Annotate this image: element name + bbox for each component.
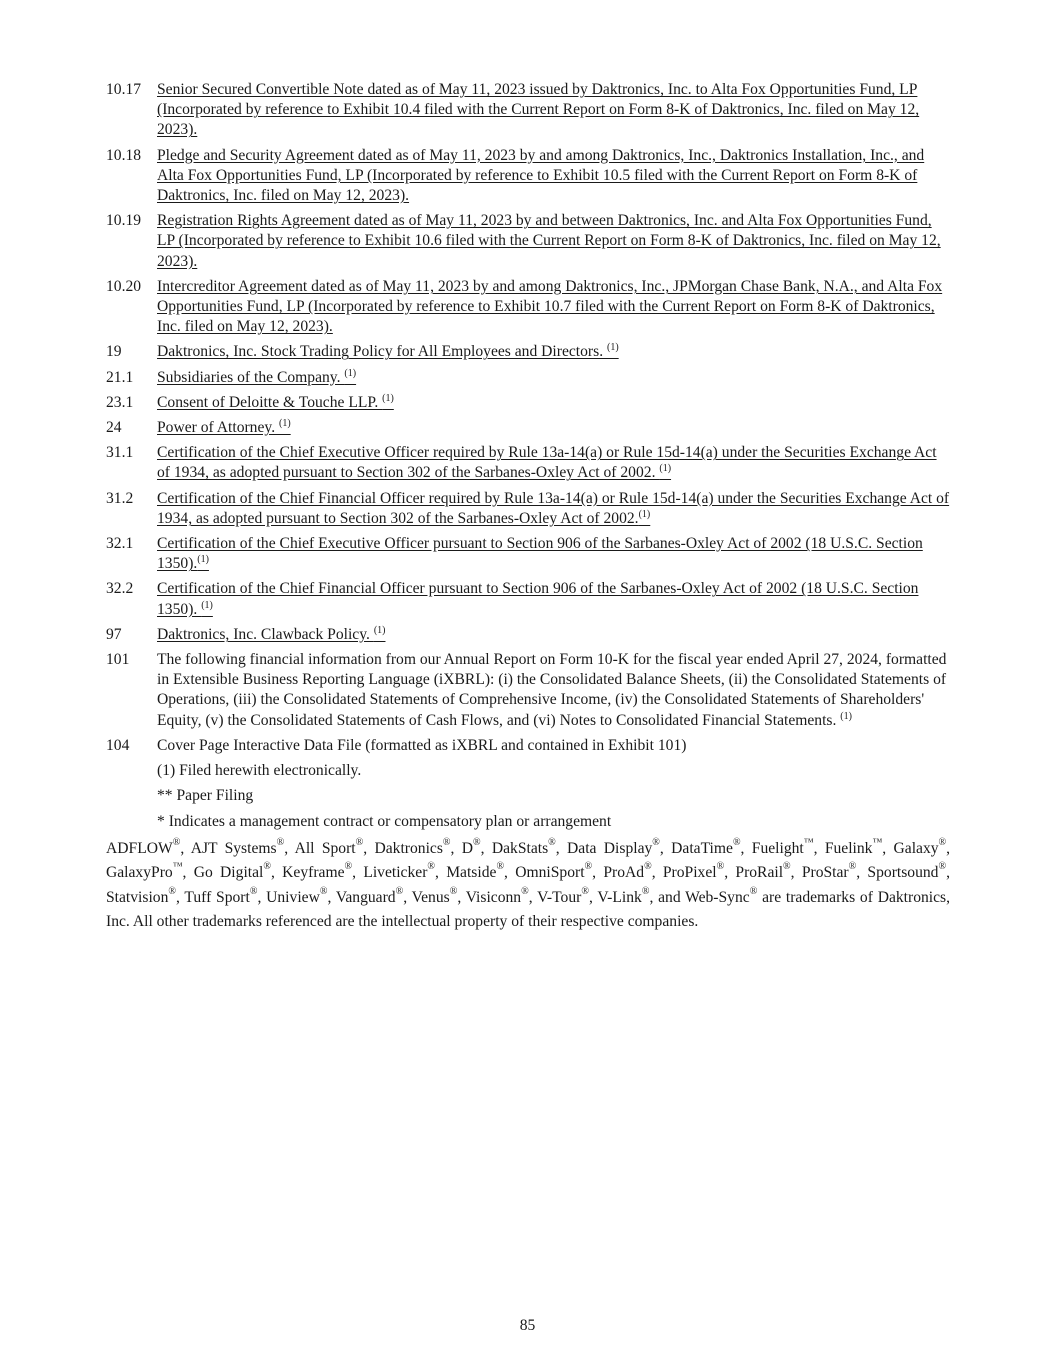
exhibit-row: [106, 418, 950, 438]
trademark-separator: ,: [504, 864, 516, 882]
exhibit-number: 31.2: [106, 489, 134, 507]
exhibit-description: [157, 368, 950, 388]
footnote-marker: (1): [382, 392, 394, 404]
exhibit-row: [106, 342, 950, 362]
trademark-separator: ,: [182, 864, 194, 882]
exhibit-row: [106, 80, 950, 141]
trademark-separator: ,: [257, 888, 267, 906]
trademark-separator: ,: [740, 839, 752, 857]
trademark-symbol: ®: [521, 885, 529, 897]
exhibit-number: 10.17: [106, 81, 142, 98]
trademark-name: Data Display: [567, 839, 653, 857]
trademark-symbol: ®: [263, 861, 271, 873]
trademark-symbol: ®: [319, 885, 328, 897]
footnote-marker: (1): [344, 367, 357, 379]
trademark-name: Fuelink: [824, 839, 873, 857]
exhibit-description: [157, 146, 950, 207]
footnote-marker: (1): [373, 624, 386, 636]
exhibit-description: [157, 393, 950, 413]
trademark-name: Sportsound: [867, 864, 939, 882]
exhibit-description: Cover Page Interactive Data File (formatted as iXBRL and contained in Exhibit 101): [157, 736, 687, 754]
trademark-name: ProStar: [801, 864, 849, 882]
exhibit-number: 97: [106, 625, 122, 643]
note-filed-electronically: (1) Filed herewith electronically.: [157, 762, 362, 780]
footnote-marker: (1): [607, 342, 619, 354]
exhibit-link[interactable]: [157, 626, 385, 643]
exhibit-description: [157, 625, 950, 645]
trademark-symbol: ®: [449, 885, 458, 897]
exhibit-link[interactable]: [157, 278, 942, 335]
exhibit-link[interactable]: [157, 81, 919, 138]
trademark-name: ProAd: [603, 864, 645, 882]
trademark-name: Fuelight: [751, 839, 804, 857]
exhibit-row: [106, 393, 950, 413]
trademark-name: Keyframe: [282, 864, 345, 882]
exhibit-number: 24: [106, 419, 122, 437]
trademark-symbol: ®: [644, 861, 652, 873]
trademark-name: Uniview: [266, 888, 320, 906]
trademark-symbol: ®: [548, 836, 556, 848]
trademark-symbol: ®: [584, 861, 593, 873]
trademark-separator: ,: [270, 864, 283, 882]
exhibit-link-text: Senior Secured Convertible Note dated as of May 11, 2023 issued by Daktronics, Inc. to Alta Fox Opportunities Fund, LP (Incorporated by reference to Exhibit 10.4 filed with the Current Report on Form 8-K of Daktronics, Inc. filed on May 12, 2023).: [157, 81, 920, 139]
trademark-separator: ,: [480, 839, 492, 857]
trademark-name: Go Digital: [193, 864, 264, 882]
exhibit-link[interactable]: [157, 490, 949, 527]
trademark-name: Visiconn: [465, 888, 522, 906]
exhibit-description: [157, 80, 950, 141]
exhibit-row: [106, 146, 950, 207]
trademark-separator: ,: [450, 839, 462, 857]
exhibit-link-text: Certification of the Chief Executive Officer pursuant to Section 906 of the Sarbanes-Oxley Act of 2002 (18 U.S.C. Section 1350).: [157, 535, 923, 573]
trademark-name: Galaxy: [893, 839, 939, 857]
trademark-separator: ,: [457, 888, 466, 906]
exhibit-link[interactable]: [157, 369, 356, 386]
trademark-symbol: ®: [344, 861, 353, 873]
trademark-name: ADFLOW: [106, 839, 173, 857]
exhibit-link[interactable]: [157, 419, 291, 436]
trademark-name: ProPixel: [662, 864, 717, 882]
trademark-symbol: ®: [581, 885, 589, 897]
trademark-name: V-Link: [597, 888, 642, 906]
exhibit-number: 21.1: [106, 368, 134, 386]
trademark-symbol: ®: [249, 885, 258, 897]
trademark-symbol: ®: [168, 885, 176, 897]
trademark-separator: ,: [856, 864, 868, 882]
exhibit-row-104: [106, 736, 950, 756]
trademark-separator: , and: [649, 888, 686, 906]
exhibit-row: [106, 625, 950, 645]
trademark-separator: ,: [352, 864, 364, 882]
exhibit-link[interactable]: [157, 580, 918, 617]
trademark-separator: ,: [882, 839, 894, 857]
exhibit-description: [157, 534, 950, 574]
footnote-marker: (1): [638, 508, 651, 520]
trademark-separator: ,: [946, 864, 950, 882]
trademark-separator: ,: [588, 888, 598, 906]
exhibit-link[interactable]: [157, 147, 924, 204]
trademark-separator: ,: [651, 864, 663, 882]
trademark-separator: ,: [363, 839, 375, 857]
exhibit-description: [157, 211, 950, 272]
trademark-symbol: ®: [395, 885, 404, 897]
trademark-name: V-Tour: [537, 888, 582, 906]
trademark-symbol: ®: [938, 836, 947, 848]
trademark-name: Venus: [411, 888, 450, 906]
trademark-name: D: [461, 839, 474, 857]
trademark-name: All Sport: [294, 839, 356, 857]
exhibit-link[interactable]: [157, 444, 937, 481]
exhibit-number: 10.20: [106, 277, 142, 295]
exhibit-link-text: Subsidiaries of the Company.: [157, 368, 345, 386]
trademark-separator: ,: [435, 864, 447, 882]
exhibit-number: 101: [106, 651, 130, 669]
exhibit-link[interactable]: [157, 212, 941, 269]
trademark-symbol: ®: [427, 861, 435, 873]
exhibit-link-text: Power of Attorney.: [157, 419, 279, 437]
exhibit-link-text: Daktronics, Inc. Clawback Policy.: [157, 625, 374, 643]
footnote-marker: (1): [201, 599, 213, 611]
exhibit-description: [157, 579, 950, 619]
trademark-symbol: ®: [355, 836, 364, 848]
trademark-name: AJT Systems: [190, 839, 277, 857]
exhibit-description: [157, 277, 950, 338]
exhibit-number: 32.1: [106, 535, 134, 553]
trademark-closing-text: are trademarks of Daktronics, Inc. All other trademarks referenced are the intellectual property of their respective companies.: [106, 888, 951, 931]
trademark-separator: ,: [946, 839, 951, 857]
trademark-symbol: ®: [276, 836, 285, 848]
exhibit-row-101: [106, 650, 950, 731]
exhibit-text: The following financial information from our Annual Report on Form 10-K for the fiscal year ended April 27, 2024, formatted in Extensible Business Reporting Language (iXBRL): (i) the Consolidated Balance Sheets, (ii) the Consolidated Statements of Operations, (iii) the Consolidated Statements of Comprehensive Income, (iv) the Consolidated Statements of Shareholders' Equity, (v) the Consolidated Statements of Cash Flows, and (vi) Notes to Consolidated Financial Statements.: [157, 651, 947, 729]
exhibit-number: 31.1: [106, 444, 134, 462]
trademark-name: Matside: [446, 864, 497, 882]
trademark-symbol: ®: [496, 861, 505, 873]
trademark-separator: ,: [403, 888, 412, 906]
trademark-name: DakStats: [491, 839, 549, 857]
trademark-name: Liveticker: [363, 864, 428, 882]
trademark-separator: ,: [528, 888, 538, 906]
trademark-symbol: ®: [938, 861, 947, 873]
exhibit-number: 23.1: [106, 393, 134, 411]
trademark-separator: ,: [327, 888, 336, 906]
exhibit-list: [106, 80, 950, 645]
footnote-marker: (1): [840, 710, 852, 722]
trademark-separator: ,: [284, 839, 295, 857]
footnote-marker: (1): [279, 418, 291, 430]
trademark-symbol: ®: [716, 861, 725, 873]
footnote-marker: (1): [197, 554, 209, 566]
trademark-symbol: ™: [172, 861, 183, 873]
exhibit-description: [157, 342, 950, 362]
exhibit-row: [106, 211, 950, 272]
trademark-symbol: ®: [732, 836, 741, 848]
exhibit-description: [157, 489, 950, 529]
trademark-symbol: ®: [172, 836, 181, 848]
exhibit-row: [106, 534, 950, 574]
trademark-separator: ,: [555, 839, 568, 857]
trademarks-paragraph: [106, 837, 950, 935]
exhibit-number: 19: [106, 343, 122, 361]
exhibit-link-text: Registration Rights Agreement dated as of May 11, 2023 by and between Daktronics, Inc. and Alta Fox Opportunities Fund, LP (Incorporated by reference to Exhibit 10.6 filed with the Current Report on Form 8-K of Daktronics, Inc. filed on May 12, 2023).: [157, 212, 941, 270]
exhibit-row: [106, 443, 950, 483]
trademark-separator: ,: [180, 839, 191, 857]
exhibit-number: 104: [106, 736, 130, 754]
exhibit-link-text: Certification of the Chief Financial Officer required by Rule 13a-14(a) or Rule 15d-14(a) under the Securities Exchange Act of 1934, as adopted pursuant to Section 302 of the Sarbanes-Oxley Act of 2002.: [157, 489, 950, 527]
exhibit-number: 32.2: [106, 580, 134, 598]
note-management-contract: * Indicates a management contract or compensatory plan or arrangement: [157, 812, 612, 830]
trademark-symbol: ®: [783, 861, 791, 873]
trademark-separator: ,: [724, 864, 736, 882]
trademark-name: DataTime: [671, 839, 733, 857]
trademark-name: Daktronics: [374, 839, 443, 857]
exhibit-link-text: Daktronics, Inc. Stock Trading Policy for All Employees and Directors.: [157, 343, 607, 361]
exhibit-row: [106, 368, 950, 388]
exhibit-description: [157, 443, 950, 483]
document-page: [106, 80, 950, 950]
trademark-separator: ,: [176, 888, 185, 906]
exhibit-description: [157, 418, 950, 438]
note-paper-filing: ** Paper Filing: [157, 787, 254, 805]
exhibit-link[interactable]: [157, 343, 619, 360]
trademark-symbol: ®: [652, 836, 660, 848]
trademark-separator: ,: [659, 839, 672, 857]
trademark-separator: ,: [790, 864, 802, 882]
trademark-symbol: ™: [872, 836, 883, 848]
trademark-symbol: ™: [803, 836, 814, 848]
exhibit-link-text: Pledge and Security Agreement dated as of May 11, 2023 by and among Daktronics, Inc., Daktronics Installation, Inc., and Alta Fox Opportunities Fund, LP (Incorporated by reference to Exhibit 10.5 filed with the Current Report on Form 8-K of Daktronics, Inc. filed on May 12, 2023).: [157, 146, 925, 205]
trademark-symbol: ®: [442, 836, 451, 848]
exhibit-link-text: Certification of the Chief Financial Officer pursuant to Section 906 of the Sarbanes-Oxley Act of 2002 (18 U.S.C. Section 1350).: [157, 580, 919, 618]
trademark-symbol: ®: [848, 861, 857, 873]
trademark-separator: ,: [813, 839, 825, 857]
trademark-symbol: ®: [473, 836, 481, 848]
trademark-name: Tuff Sport: [184, 888, 250, 906]
exhibit-row: [106, 277, 950, 338]
exhibit-number: 10.19: [106, 212, 142, 230]
trademark-separator: ,: [592, 864, 604, 882]
trademark-name: ProRail: [735, 864, 784, 882]
exhibit-link-text: Intercreditor Agreement dated as of May 11, 2023 by and among Daktronics, Inc., JPMorgan Chase Bank, N.A., and Alta Fox Opportunities Fund, LP (Incorporated by reference to Exhibit 10.7 filed with the Current Report on Form 8-K of Daktronics, Inc. filed on May 12, 2023).: [157, 277, 943, 336]
trademark-name: GalaxyPro: [106, 864, 173, 882]
trademark-symbol: ®: [641, 885, 650, 897]
trademark-name: OmniSport: [515, 864, 585, 882]
page-number: 85: [519, 1317, 536, 1334]
exhibit-link[interactable]: [157, 394, 394, 411]
trademark-name: Vanguard: [335, 888, 396, 906]
exhibit-link[interactable]: [157, 535, 923, 572]
exhibit-link-text: Certification of the Chief Executive Officer required by Rule 13a-14(a) or Rule 15d-14(a) under the Securities Exchange Act of 1934, as adopted pursuant to Section 302 of the Sarbanes-Oxley Act of 2002.: [157, 444, 937, 482]
exhibit-description: [157, 650, 950, 731]
footnote-marker: (1): [659, 463, 672, 475]
exhibit-row: [106, 489, 950, 529]
trademark-symbol: ®: [749, 885, 758, 897]
trademark-name: Web-Sync: [685, 888, 750, 906]
exhibit-row: [106, 579, 950, 619]
trademark-name: Statvision: [106, 888, 169, 906]
exhibit-number: 10.18: [106, 146, 142, 164]
exhibit-link-text: Consent of Deloitte & Touche LLP.: [157, 393, 383, 411]
